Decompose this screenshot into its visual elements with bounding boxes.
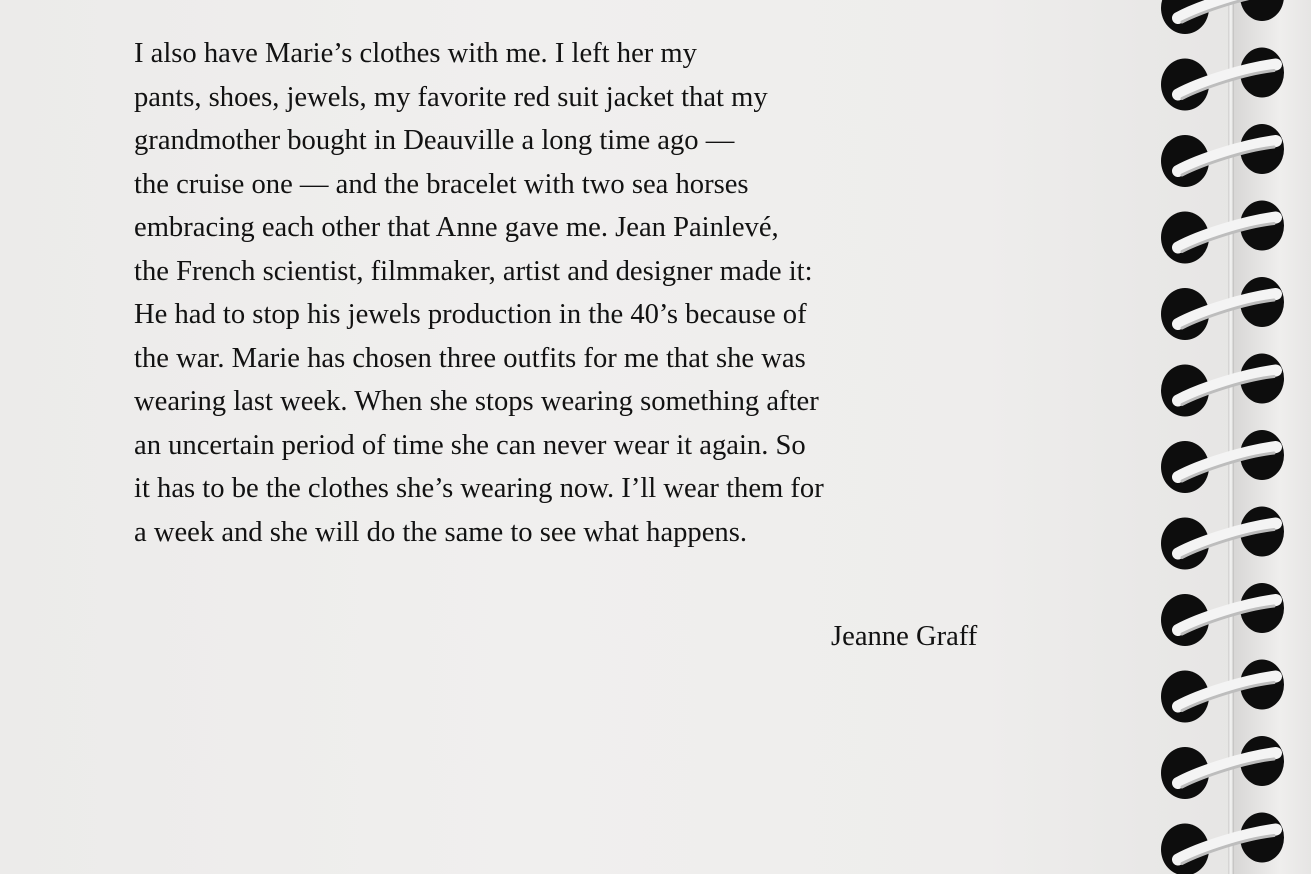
paragraph-line: wearing last week. When she stops wearing something after (134, 386, 819, 417)
paragraph-line: an uncertain period of time she can never wear it again. So (134, 429, 806, 461)
binding-ring (1161, 201, 1284, 264)
paragraph-line: a week and she will do the same to see what happens. (134, 516, 747, 548)
paragraph-line: it has to be the clothes she’s wearing now. I’ll wear them for (134, 473, 824, 504)
spiral-binding (1150, 0, 1311, 874)
binding-ring (1161, 813, 1284, 874)
binding-ring (1161, 736, 1284, 799)
paragraph-line: the cruise one — and the bracelet with two sea horses (134, 168, 749, 200)
paragraph-line: grandmother bought in Deauville a long time ago — (134, 125, 735, 156)
author-signature: Jeanne Graff (831, 621, 978, 652)
binding-ring (1161, 0, 1284, 34)
binding-ring (1161, 507, 1284, 570)
paragraph-line: He had to stop his jewels production in the 40’s because of (134, 299, 807, 330)
binding-ring (1161, 124, 1284, 187)
binding-ring (1161, 277, 1284, 340)
body-paragraph (134, 32, 1034, 554)
binding-ring (1161, 583, 1284, 646)
binding-ring (1161, 48, 1284, 111)
binding-ring (1161, 660, 1284, 723)
binding-hole (1240, 0, 1284, 21)
binding-ring (1161, 430, 1284, 493)
paragraph-line: the French scientist, filmmaker, artist and designer made it: (134, 255, 813, 287)
paragraph-line: pants, shoes, jewels, my favorite red suit jacket that my (134, 81, 768, 113)
paragraph-line: embracing each other that Anne gave me. Jean Painlevé, (134, 212, 779, 243)
paragraph-line: the war. Marie has chosen three outfits for me that she was (134, 342, 806, 374)
binding-ring (1161, 354, 1284, 417)
paragraph-line: I also have Marie’s clothes with me. I left her my (134, 38, 697, 69)
